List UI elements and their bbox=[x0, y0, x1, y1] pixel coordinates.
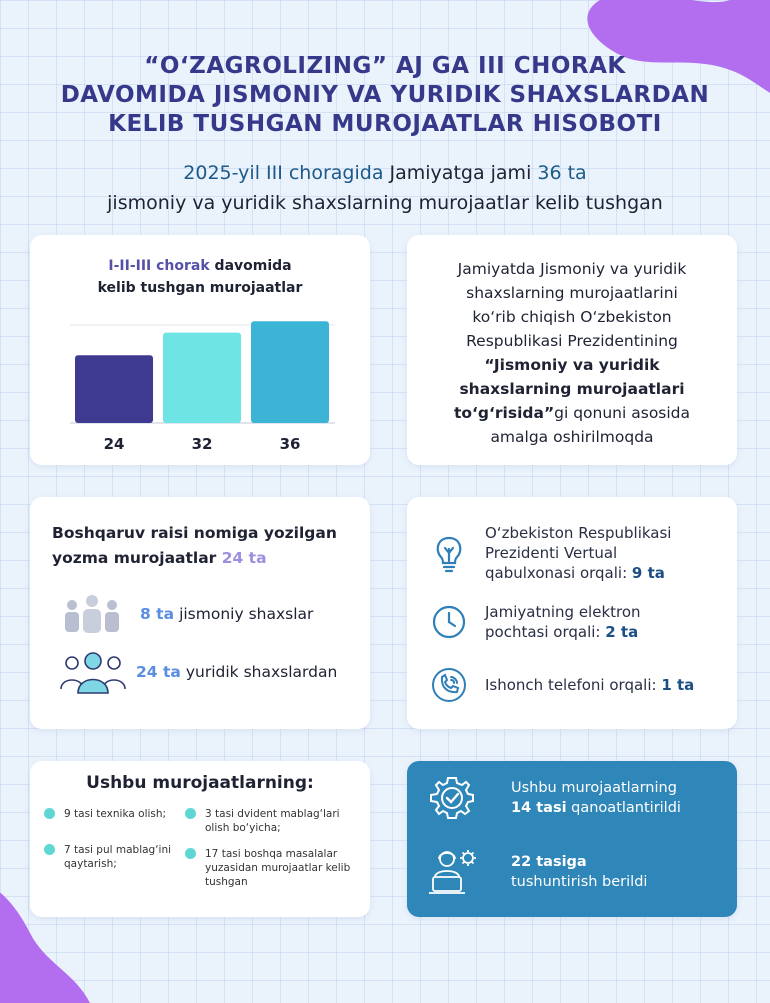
phone-row bbox=[429, 665, 725, 705]
channels-card bbox=[407, 497, 737, 729]
type-item-2 bbox=[44, 843, 171, 871]
results-card bbox=[407, 761, 737, 917]
email-line-1: Jamiyatning elektron bbox=[485, 603, 641, 621]
individuals-label: jismoniy shaxslar bbox=[179, 605, 314, 623]
title-line-3: KELIB TUSHGAN MUROJAATLAR HISOBOTI bbox=[108, 111, 662, 137]
virtual-line-1: O‘zbekiston Respublikasi bbox=[485, 524, 672, 542]
types-title: Ushbu murojaatlarning: bbox=[86, 773, 314, 793]
phone-text bbox=[485, 675, 725, 695]
explained-count: 22 tasiga bbox=[511, 854, 587, 870]
satisfied-count: 14 tasi bbox=[511, 800, 567, 816]
phone-icon bbox=[429, 665, 469, 705]
phone-line: Ishonch telefoni orqali: bbox=[485, 676, 662, 694]
phone-count: 1 ta bbox=[661, 676, 695, 694]
type-item-4-line-1: 17 tasi boshqa masalalar bbox=[205, 848, 338, 860]
bar-3 bbox=[251, 321, 329, 423]
virtual-reception-row bbox=[429, 523, 725, 583]
chart-title-rest: davomida bbox=[209, 258, 292, 274]
written-title-line-1: Boshqaruv raisi nomiga yozilgan bbox=[52, 524, 337, 542]
law-line-3: ko‘rib chiqish O‘zbekiston bbox=[472, 308, 672, 326]
individuals-row bbox=[58, 593, 313, 635]
email-row bbox=[429, 602, 725, 642]
team-people-icon bbox=[58, 649, 128, 695]
bar-2 bbox=[163, 333, 241, 423]
explained-text bbox=[511, 852, 647, 892]
email-count: 2 ta bbox=[605, 623, 639, 641]
law-line-2: shaxslarning murojaatlarini bbox=[466, 284, 678, 302]
bullet-dot bbox=[44, 844, 55, 855]
bar-value-label-3: 36 bbox=[279, 435, 301, 453]
type-item-1-text: 9 tasi texnika olish; bbox=[64, 808, 167, 820]
summary-total: 36 ta bbox=[537, 162, 587, 184]
lightbulb-icon bbox=[429, 533, 469, 573]
law-line-8: amalga oshirilmoqda bbox=[490, 428, 654, 446]
email-line-2: pochtasi orqali: bbox=[485, 623, 606, 641]
bullet-dot bbox=[185, 808, 196, 819]
law-name-1: “Jismoniy va yuridik bbox=[484, 356, 660, 374]
virtual-line-2: Prezidenti Vertual bbox=[485, 544, 618, 562]
legal-label: yuridik shaxslardan bbox=[185, 663, 338, 681]
title-line-2: DAVOMIDA JISMONIY VA YURIDIK SHAXSLARDAN bbox=[60, 82, 710, 108]
law-line-1: Jamiyatda Jismoniy va yuridik bbox=[457, 260, 687, 278]
type-item-4-line-2: yuzasidan murojaatlar kelib bbox=[205, 862, 351, 874]
satisfied-row bbox=[427, 773, 681, 823]
satisfied-rest: qanoatlantirildi bbox=[566, 800, 681, 816]
law-line-7: gi qonuni asosida bbox=[554, 404, 691, 422]
legal-entities-row bbox=[58, 649, 337, 695]
type-item-3-line-2: olish bo‘yicha; bbox=[205, 822, 281, 834]
appeal-types-card bbox=[30, 761, 370, 917]
bar-1 bbox=[75, 355, 153, 423]
type-item-2-line-1: 7 tasi pul mablag‘ini bbox=[64, 844, 172, 856]
type-item-3-line-1: 3 tasi dvident mablag‘lari bbox=[205, 808, 340, 820]
law-text bbox=[417, 257, 727, 449]
group-people-icon bbox=[58, 593, 126, 635]
page-title bbox=[0, 52, 770, 139]
operator-laptop-icon bbox=[427, 847, 477, 897]
summary-mid: Jamiyatga jami bbox=[383, 162, 538, 184]
chart-card bbox=[30, 235, 370, 465]
explained-row bbox=[427, 847, 647, 897]
type-item-3 bbox=[185, 807, 340, 835]
gear-check-icon bbox=[427, 773, 477, 823]
chart-title-accent: I-II-III chorak bbox=[108, 258, 210, 274]
virtual-line-3: qabulxonasi orqali: bbox=[485, 564, 632, 582]
type-item-2-line-2: qaytarish; bbox=[64, 858, 117, 870]
bullet-dot bbox=[44, 808, 55, 819]
summary-subtitle bbox=[0, 158, 770, 218]
law-card bbox=[407, 235, 737, 465]
virtual-count: 9 ta bbox=[631, 564, 665, 582]
type-item-4-line-3: tushgan bbox=[205, 876, 248, 888]
chart-title-line-2: kelib tushgan murojaatlar bbox=[97, 280, 303, 296]
virtual-reception-text bbox=[485, 523, 725, 583]
email-text bbox=[485, 602, 725, 642]
individuals-count: 8 ta bbox=[140, 605, 175, 623]
legal-count: 24 ta bbox=[136, 663, 181, 681]
law-line-4: Respublikasi Prezidentining bbox=[466, 332, 678, 350]
bar-value-label-2: 32 bbox=[191, 435, 213, 453]
law-name-2: shaxslarning murojaatlari bbox=[459, 380, 685, 398]
satisfied-text bbox=[511, 778, 681, 818]
explained-line-2: tushuntirish berildi bbox=[511, 874, 648, 890]
summary-line-2: jismoniy va yuridik shaxslarning murojaatlar kelib tushgan bbox=[107, 192, 663, 214]
law-name-3: to‘g‘risida” bbox=[453, 404, 555, 422]
written-count: 24 ta bbox=[221, 549, 267, 567]
type-item-1 bbox=[44, 807, 166, 821]
bullet-dot bbox=[185, 848, 196, 859]
title-line-1: “O‘ZAGROLIZING” AJ GA III CHORAK bbox=[144, 53, 626, 79]
bar-chart bbox=[30, 235, 370, 465]
written-title-line-2: yozma murojaatlar bbox=[52, 549, 222, 567]
satisfied-line-1: Ushbu murojaatlarning bbox=[511, 780, 677, 796]
bar-value-label-1: 24 bbox=[103, 435, 125, 453]
written-appeals-card bbox=[30, 497, 370, 729]
summary-period: 2025-yil III choragida bbox=[183, 162, 384, 184]
written-title bbox=[52, 521, 362, 571]
type-item-4 bbox=[185, 847, 350, 889]
clock-icon bbox=[429, 602, 469, 642]
